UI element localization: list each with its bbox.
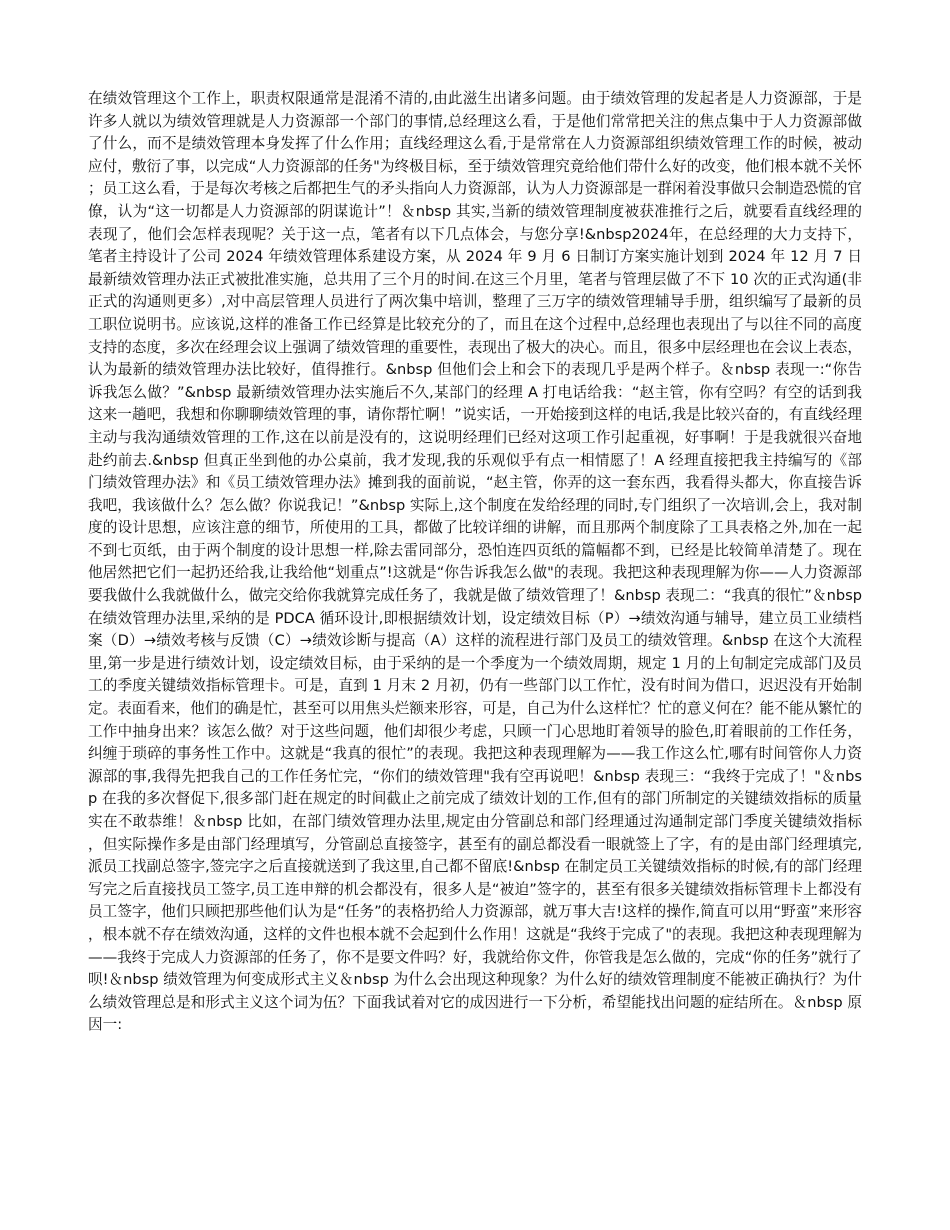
body-paragraph: 在绩效管理这个工作上，职责权限通常是混淆不清的,由此滋生出诸多问题。由于绩效管理的发起者是人力资源部，于是许多人就以为绩效管理就是人力资源部一个部门的事情,总经理这么看，于是他们常常把关注的焦点集中于人力资源部做了什么，而不是绩效管理本身发挥了什么作用；直线经理这么看,于是常常在人力资源部组织绩效管理工作的时候，被动应付，敷衍了事，以完成“人力资源部的任务"为终极目标，至于绩效管理究竟给他们带什么好的改变，他们根本就不关怀；员工这么看，于是每次考核之后都把生气的矛头指向人力资源部，认为人力资源部是一群闲着没事做只会制造恐慌的官僚，认为“这一切都是人力资源部的阴谋诡计”！＆nbsp 其实,当新的绩效管理制度被获准推行之后，就要看直线经理的表现了，他们会怎样表现呢？关于这一点，笔者有以下几点体会，与您分享!&nbsp2024年，在总经理的大力支持下，笔者主持设计了公司 2024 年绩效管理体系建设方案，从 2024 年 9 月 6 日制订方案实施计划到 2024 年 12 月 7 日最新绩效管理办法正式被批准实施，总共用了三个月的时间.在这三个月里，笔者与管理层做了不下 10 次的正式沟通(非正式的沟通则更多）,对中高层管理人员进行了两次集中培训，整理了三万字的绩效管理辅导手册，组织编写了最新的员工职位说明书。应该说,这样的准备工作已经算是比较充分的了，而且在这个过程中,总经理也表现出了与以往不同的高度支持的态度，多次在经理会议上强调了绩效管理的重要性，表现出了极大的决心。而且，很多中层经理也在会议上表态，认为最新的绩效管理办法比较好，值得推行。&nbsp 但他们会上和会下的表现几乎是两个样子。＆nbsp 表现一:“你告诉我怎么做？”&nbsp 最新绩效管理办法实施后不久,某部门的经理 A 打电话给我：“赵主管，你有空吗？有空的话到我这来一趟吧，我想和你聊聊绩效管理的事，请你帮忙啊！”说实话，一开始接到这样的电话,我是比较兴奋的，有直线经理主动与我沟通绩效管理的工作,这在以前是没有的，这说明经理们已经对这项工作引起重视，好事啊！于是我就很兴奋地赴约前去.&nbsp 但真正坐到他的办公桌前，我才发现,我的乐观似乎有点一相情愿了！A 经理直接把我主持编写的《部门绩效管理办法》和《员工绩效管理办法》摊到我的面前说，“赵主管，你弄的这一套东西，我看得头都大，你直接告诉我吧，我该做什么？怎么做？你说我记！”&nbsp 实际上,这个制度在发给经理的同时,专门组织了一次培训,会上，我对制度的设计思想，应该注意的细节，所使用的工具，都做了比较详细的讲解，而且那两个制度除了工具表格之外,加在一起不到七页纸，由于两个制度的设计思想一样,除去雷同部分，恐怕连四页纸的篇幅都不到，已经是比较简单清楚了。现在他居然把它们一起扔还给我,让我给他“划重点”!这就是“你告诉我怎么做"的表现。我把这种表现理解为你——人力资源部要我做什么我就做什么，做完交给你我就算完成任务了，我就是做了绩效管理了！&nbsp 表现二：“我真的很忙”＆nbsp 在绩效管理办法里,采纳的是 PDCA 循环设计,即根据绩效计划，设定绩效目标（P）→绩效沟通与辅导，建立员工业绩档案（D）→绩效考核与反馈（C）→绩效诊断与提高（A）这样的流程进行部门及员工的绩效管理。&nbsp 在这个大流程里,第一步是进行绩效计划，设定绩效目标，由于采纳的是一个季度为一个绩效周期，规定 1 月的上旬制定完成部门及员工的季度关键绩效指标管理卡。可是，直到 1 月末 2 月初，仍有一些部门以工作忙，没有时间为借口，迟迟没有开始制定。表面看来，他们的确是忙，甚至可以用焦头烂额来形容，可是，自己为什么这样忙？忙的意义何在？能不能从繁忙的工作中抽身出来？该怎么做？对于这些问题，他们却很少考虑，只顾一门心思地盯着领导的脸色,盯着眼前的工作任务，纠缠于琐碎的事务性工作中。这就是“我真的很忙”的表现。我把这种表现理解为——我工作这么忙,哪有时间管你人力资源部的事,我得先把我自己的工作任务忙完，“你们的绩效管理"我有空再说吧！&nbsp 表现三：“我终于完成了！"＆nbsp 在我的多次督促下,很多部门赶在规定的时间截止之前完成了绩效计划的工作,但有的部门所制定的关键绩效指标的质量实在不敢恭维！＆nbsp 比如，在部门绩效管理办法里,规定由分管副总和部门经理通过沟通制定部门季度关键绩效指标，但实际操作多是由部门经理填写，分管副总直接签字，甚至有的副总都没看一眼就签上了字，有的是由部门经理填完,派员工找副总签字,签完字之后直接就送到了我这里,自己都不留底!&nbsp 在制定员工关键绩效指标的时候,有的部门经理写完之后直接找员工签字,员工连申辩的机会都没有，很多人是“被迫”签字的，甚至有很多关键绩效指标管理卡上都没有员工签字，他们只顾把那些他们认为是“任务”的表格扔给人力资源部，就万事大吉!这样的操作,简直可以用“野蛮”来形容，根本就不存在绩效沟通，这样的文件也根本就不会起到什么作用！这就是“我终于完成了"的表现。我把这种表现理解为——我终于完成人力资源部的任务了，你不是要文件吗？好，我就给你文件，你管我是怎么做的，完成“你的任务”就行了呗!＆nbsp 绩效管理为何变成形式主义＆nbsp 为什么会出现这种现象？为什么好的绩效管理制度不能被正确执行？为什么绩效管理总是和形式主义这个词为伍？下面我试着对它的成因进行一下分析，希望能找出问题的症结所在。＆nbsp 原因一:: [88, 90, 862, 1034]
document-page: [88, 88, 862, 1148]
